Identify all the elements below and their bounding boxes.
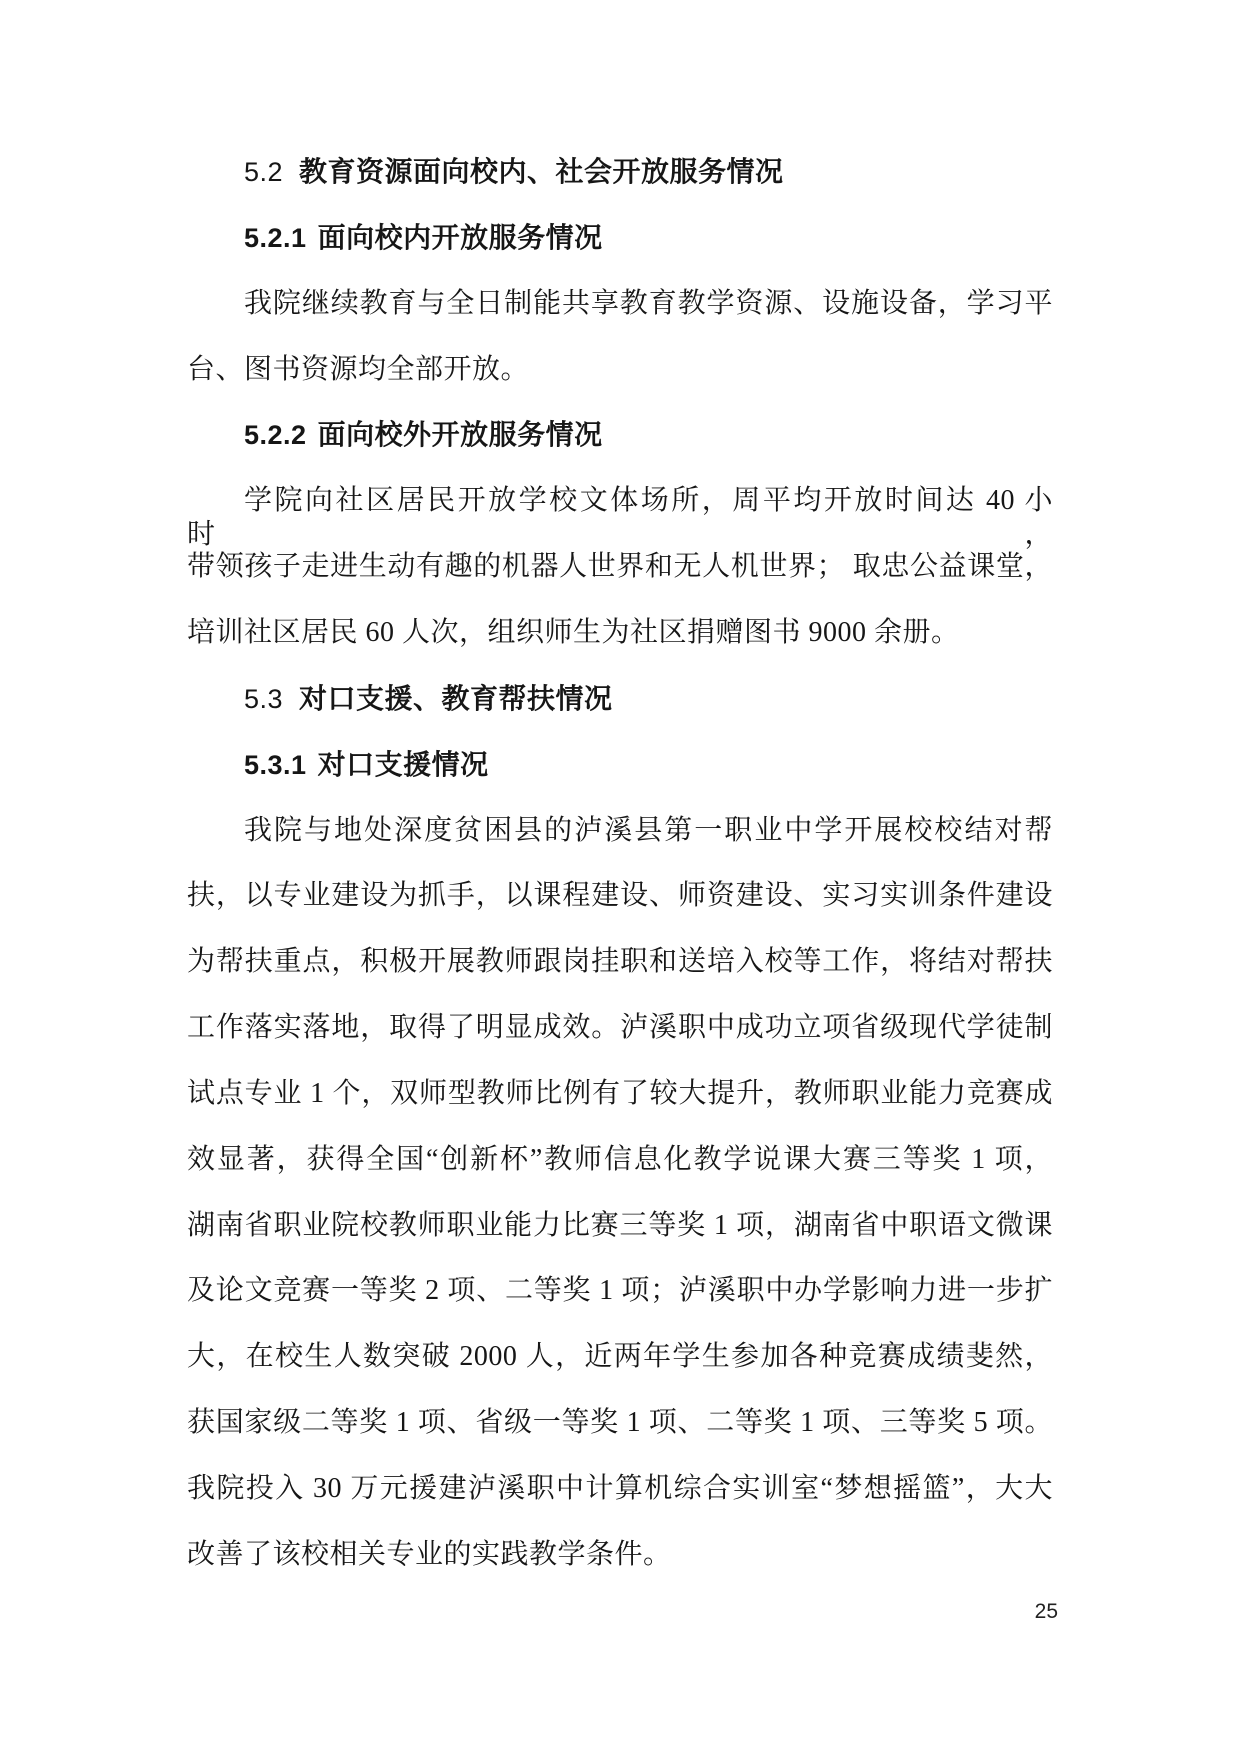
paragraph-line: 效显著，获得全国“创新杯”教师信息化教学说课大赛三等奖 1 项， <box>187 1144 1053 1175</box>
section-heading-5-2-1 <box>187 221 1110 257</box>
section-number: 5.2 <box>244 157 284 187</box>
section-number: 5.3 <box>244 684 284 714</box>
paragraph-line: 及论文竞赛一等奖 2 项、二等奖 1 项；泸溪职中办学影响力进一步扩 <box>187 1275 1053 1306</box>
section-heading-5-3-1 <box>187 748 1110 784</box>
paragraph-line: 获国家级二等奖 1 项、省级一等奖 1 项、二等奖 1 项、三等奖 5 项。 <box>187 1407 1053 1438</box>
paragraph-line: 我院与地处深度贫困县的泸溪县第一职业中学开展校校结对帮 <box>244 815 1053 846</box>
section-heading-5-2 <box>187 155 1110 191</box>
page-number: 25 <box>1034 1600 1058 1623</box>
section-title: 对口支援、教育帮扶情况 <box>299 684 613 715</box>
paragraph-line: 培训社区居民 60 人次，组织师生为社区捐赠图书 9000 余册。 <box>187 617 960 648</box>
paragraph-line: 台、图书资源均全部开放。 <box>187 354 530 385</box>
paragraph-line: 大，在校生人数突破 2000 人，近两年学生参加各种竞赛成绩斐然， <box>187 1341 1053 1372</box>
section-title: 对口支援情况 <box>317 750 489 781</box>
paragraph-line: 我院继续教育与全日制能共享教育教学资源、设施设备，学习平 <box>244 288 1053 319</box>
paragraph-line: 为帮扶重点，积极开展教师跟岗挂职和送培入校等工作，将结对帮扶 <box>187 946 1053 977</box>
section-heading-5-2-2 <box>187 418 1110 454</box>
section-title: 面向校外开放服务情况 <box>317 420 603 451</box>
paragraph-line: 带领孩子走进生动有趣的机器人世界和无人机世界； 取忠公益课堂， <box>187 551 1053 582</box>
section-number: 5.3.1 <box>244 750 307 780</box>
section-number: 5.2.1 <box>244 223 307 253</box>
section-title: 面向校内开放服务情况 <box>317 223 603 254</box>
paragraph-line: 工作落实落地，取得了明显成效。泸溪职中成功立项省级现代学徒制 <box>187 1012 1053 1043</box>
paragraph-line: 湖南省职业院校教师职业能力比赛三等奖 1 项，湖南省中职语文微课 <box>187 1210 1053 1241</box>
paragraph-line: 试点专业 1 个，双师型教师比例有了较大提升，教师职业能力竞赛成 <box>187 1078 1053 1109</box>
paragraph-line: 扶，以专业建设为抓手，以课程建设、师资建设、实习实训条件建设 <box>187 880 1053 911</box>
paragraph-line: 学院向社区居民开放学校文体场所，周平均开放时间达 40 小时， <box>187 485 1053 550</box>
paragraph-line: 改善了该校相关专业的实践教学条件。 <box>187 1539 672 1570</box>
section-heading-5-3 <box>187 682 1110 718</box>
section-title: 教育资源面向校内、社会开放服务情况 <box>299 157 784 188</box>
paragraph-line: 我院投入 30 万元援建泸溪职中计算机综合实训室“梦想摇篮”，大大 <box>187 1473 1053 1504</box>
section-number: 5.2.2 <box>244 420 307 450</box>
